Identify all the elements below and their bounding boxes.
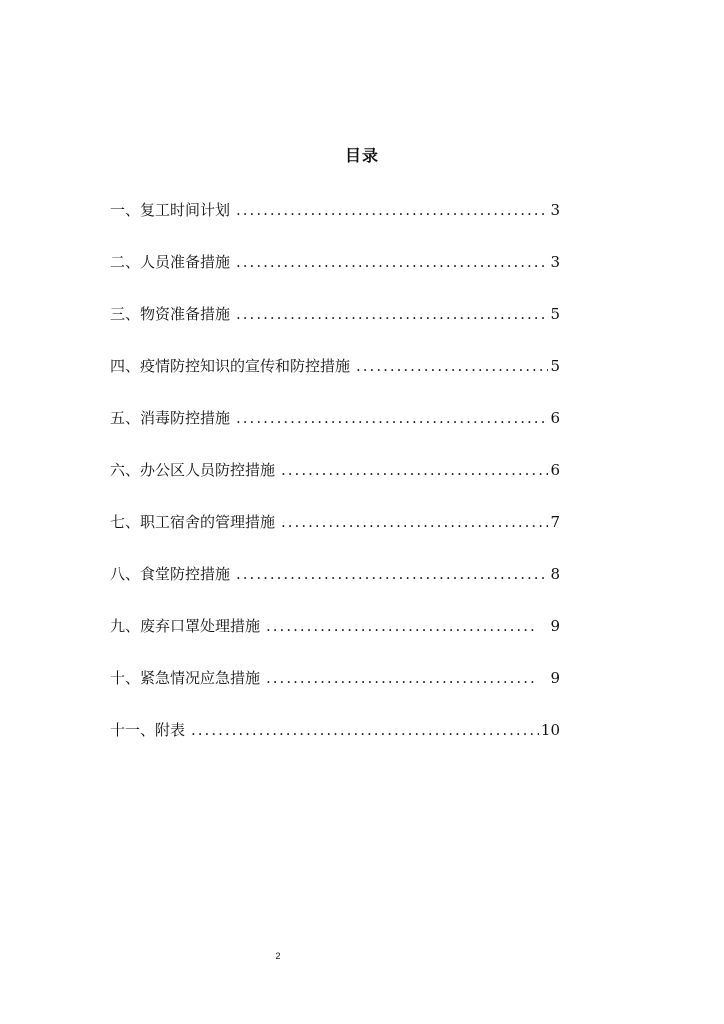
toc-title: 目录 bbox=[344, 146, 379, 165]
toc-entry-label: 九、废弃口罩处理措施 bbox=[110, 617, 261, 635]
toc-entry-label: 七、职工宿舍的管理措施 bbox=[110, 513, 276, 531]
toc-leader-dots bbox=[236, 561, 548, 587]
toc-entry-page: 8 bbox=[550, 565, 560, 583]
toc-entry-label: 十一、附表 bbox=[110, 721, 186, 739]
toc-entry-page: 7 bbox=[550, 513, 560, 531]
toc-entry-page: 9 bbox=[550, 669, 560, 687]
toc-leader-dots bbox=[236, 301, 548, 327]
toc-entry[interactable] bbox=[110, 301, 560, 327]
toc-leader-dots bbox=[236, 197, 548, 223]
toc-list bbox=[110, 197, 560, 769]
toc-leader-dots bbox=[281, 509, 548, 535]
toc-entry-page: 5 bbox=[550, 357, 560, 375]
toc-entry[interactable] bbox=[110, 405, 560, 431]
toc-entry-page: 3 bbox=[550, 201, 560, 219]
toc-leader-dots bbox=[356, 353, 548, 379]
toc-leader-dots bbox=[236, 249, 548, 275]
toc-leader-dots bbox=[191, 717, 539, 743]
page-number: 2 bbox=[275, 951, 281, 961]
toc-leader-dots bbox=[281, 457, 548, 483]
toc-entry[interactable] bbox=[110, 613, 560, 639]
toc-entry-page: 10 bbox=[540, 721, 560, 739]
toc-entry[interactable] bbox=[110, 353, 560, 379]
toc-entry-label: 四、疫情防控知识的宣传和防控措施 bbox=[110, 357, 351, 375]
toc-entry-page: 6 bbox=[550, 409, 560, 427]
toc-entry[interactable] bbox=[110, 197, 560, 223]
toc-entry-page: 5 bbox=[550, 305, 560, 323]
toc-entry-label: 三、物资准备措施 bbox=[110, 305, 231, 323]
toc-leader-dots bbox=[236, 405, 548, 431]
toc-entry-label: 二、人员准备措施 bbox=[110, 253, 231, 271]
toc-entry[interactable] bbox=[110, 717, 560, 743]
toc-leader-dots bbox=[266, 665, 536, 691]
toc-entry-page: 6 bbox=[550, 461, 560, 479]
toc-entry-label: 六、办公区人员防控措施 bbox=[110, 461, 276, 479]
toc-entry-page: 3 bbox=[550, 253, 560, 271]
toc-entry[interactable] bbox=[110, 249, 560, 275]
toc-entry[interactable] bbox=[110, 665, 560, 691]
toc-entry[interactable] bbox=[110, 561, 560, 587]
toc-leader-dots bbox=[266, 613, 536, 639]
toc-entry-page: 9 bbox=[550, 617, 560, 635]
toc-entry-label: 十、紧急情况应急措施 bbox=[110, 669, 261, 687]
toc-entry-label: 五、消毒防控措施 bbox=[110, 409, 231, 427]
toc-entry[interactable] bbox=[110, 457, 560, 483]
toc-entry[interactable] bbox=[110, 509, 560, 535]
toc-entry-label: 一、复工时间计划 bbox=[110, 201, 231, 219]
toc-entry-label: 八、食堂防控措施 bbox=[110, 565, 231, 583]
